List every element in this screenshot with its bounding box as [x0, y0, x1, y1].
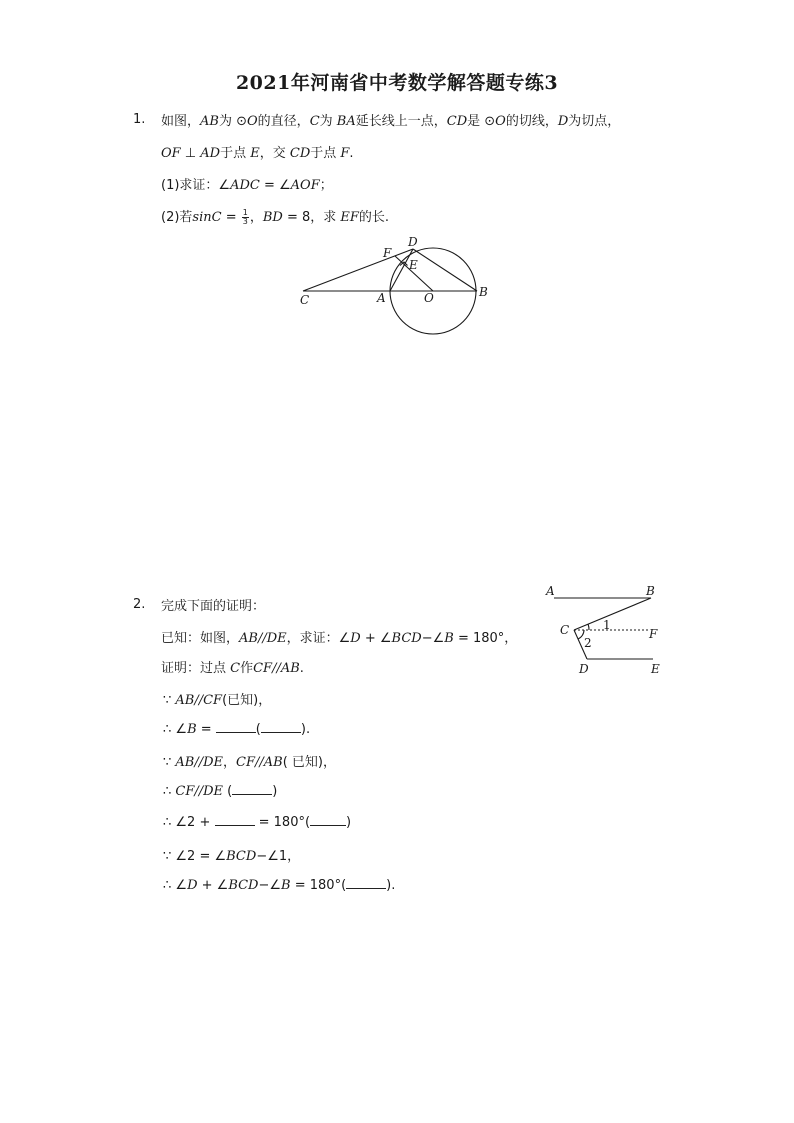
- answer-blank-2[interactable]: [261, 720, 301, 733]
- label-a: A: [546, 584, 555, 598]
- q2-step-4: ∴ CF//DE ( ): [163, 784, 278, 799]
- label-c: C: [560, 623, 570, 637]
- page-title: 2021年河南省中考数学解答题专练3: [235, 72, 559, 94]
- q2-step-7: ∴ ∠D + ∠BCD−∠B = 180°( ).: [163, 878, 396, 893]
- label-b: B: [646, 584, 655, 598]
- tangent-cd: [303, 249, 413, 291]
- answer-blank-1[interactable]: [216, 720, 256, 733]
- label-angle-1: 1: [603, 618, 611, 632]
- q2-step-2: ∴ ∠B = ( ).: [163, 722, 311, 737]
- answer-blank-5[interactable]: [310, 813, 346, 826]
- angle-1-arc: [588, 624, 589, 630]
- answer-blank-6[interactable]: [346, 876, 386, 889]
- label-d: D: [408, 235, 418, 249]
- label-e: E: [409, 258, 418, 272]
- q1-part-2: (2)若sinC = $\frac{1}{3}$ ，BD = 8，求 EF的长.: [161, 208, 390, 226]
- q2-step-1: ∵ AB//CF(已知)，: [163, 693, 272, 708]
- answer-blank-4[interactable]: [215, 813, 255, 826]
- q1-part-1: (1)求证：∠ADC = ∠AOF；: [161, 178, 333, 193]
- label-e: E: [651, 662, 660, 676]
- q2-parallel-lines-figure: [540, 580, 670, 680]
- q2-proof-start: 证明：过点 C作CF//AB.: [161, 661, 304, 676]
- question-1-number: 1.: [133, 112, 146, 127]
- label-o: O: [424, 291, 434, 305]
- segment-bc: [574, 598, 651, 630]
- label-a: A: [377, 291, 386, 305]
- label-d: D: [579, 662, 589, 676]
- q1-line-2: OF ⊥ AD于点 E，交 CD于点 F.: [161, 146, 354, 161]
- label-f: F: [383, 246, 392, 260]
- q2-intro: 完成下面的证明：: [161, 599, 266, 614]
- label-f: F: [649, 627, 658, 641]
- q1-geometry-figure: [290, 232, 500, 342]
- question-2-number: 2.: [133, 597, 146, 612]
- segment-db: [413, 249, 477, 291]
- label-c: C: [300, 293, 310, 307]
- fraction-one-third: $\frac{1}{3}$: [242, 208, 248, 226]
- q2-step-5: ∴ ∠2 + = 180°( ): [163, 815, 352, 830]
- label-angle-2: 2: [584, 636, 592, 650]
- q1-line-1: 如图，AB为 ⊙O的直径，C为 BA延长线上一点，CD是 ⊙O的切线，D为切点，: [161, 114, 621, 129]
- label-b: B: [479, 285, 488, 299]
- q2-step-3: ∵ AB//DE，CF//AB( 已知)，: [163, 755, 336, 770]
- answer-blank-3[interactable]: [232, 782, 272, 795]
- q2-given: 已知：如图，AB//DE，求证：∠D + ∠BCD−∠B = 180°，: [161, 631, 518, 646]
- q2-step-6: ∵ ∠2 = ∠BCD−∠1，: [163, 849, 301, 864]
